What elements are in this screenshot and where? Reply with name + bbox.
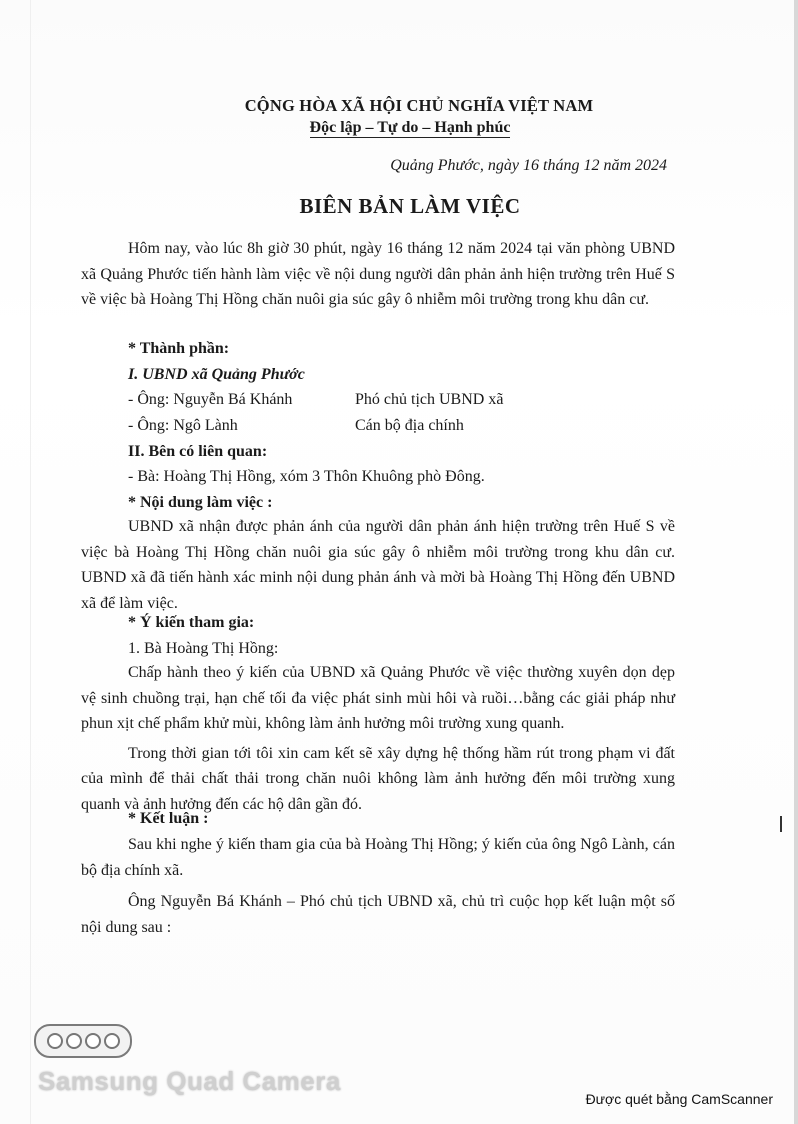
participant-name: - Ông: Nguyễn Bá Khánh bbox=[128, 391, 293, 408]
opinion-paragraph: Trong thời gian tới tôi xin cam kết sẽ xây dựng hệ thống hầm rút trong phạm vi đất của mình để thải chất thải trong chăn nuôi không làm ảnh hưởng đến môi trường xung quanh và ảnh hưởng đến các hộ dân gần đó. bbox=[81, 744, 675, 813]
opinion-paragraph-block bbox=[81, 660, 675, 817]
conclusion-paragraph: Ông Nguyễn Bá Khánh – Phó chủ tịch UBND xã, chủ trì cuộc họp kết luận một số nội dung sau : bbox=[81, 893, 675, 936]
conclusion-heading: * Kết luận : bbox=[128, 810, 209, 827]
participant-role: Phó chủ tịch UBND xã bbox=[355, 391, 504, 408]
participant-name: - Ông: Ngô Lành bbox=[128, 417, 238, 434]
date-line: Quảng Phước, ngày 16 tháng 12 năm 2024 bbox=[390, 157, 667, 174]
group1-heading: I. UBND xã Quảng Phước bbox=[128, 366, 305, 383]
content-paragraph: UBND xã nhận được phản ánh của người dân phản ánh hiện trường trên Huế S về việc bà Hoàng Thị Hồng chăn nuôi gia súc gây ô nhiễm môi trường trong khu dân cư. UBND xã đã tiến hành xác minh nội dung phản ánh và mời bà Hoàng Thị Hồng đến UBND xã để làm việc. bbox=[81, 518, 675, 612]
intro-paragraph: Hôm nay, vào lúc 8h giờ 30 phút, ngày 16 tháng 12 năm 2024 tại văn phòng UBND xã Quảng Phước tiến hành làm việc về nội dung người dân phản ảnh hiện trường trên Huế S về việc bà Hoàng Thị Hồng chăn nuôi gia súc gây ô nhiễm môi trường trong khu dân cư. bbox=[81, 240, 675, 308]
opinion-subheading: 1. Bà Hoàng Thị Hồng: bbox=[128, 640, 279, 657]
motto-text: Độc lập – Tự do – Hạnh phúc bbox=[309, 119, 511, 136]
conclusion-paragraph-block bbox=[81, 832, 675, 940]
intro-paragraph-block bbox=[81, 236, 675, 313]
lens-icon bbox=[104, 1033, 120, 1049]
content-heading: * Nội dung làm việc : bbox=[128, 494, 273, 511]
related-party-line: - Bà: Hoàng Thị Hồng, xóm 3 Thôn Khuông phò Đông. bbox=[128, 468, 485, 485]
scan-fold-line bbox=[30, 0, 31, 1124]
opinion-paragraph: Chấp hành theo ý kiến của UBND xã Quảng Phước về việc thường xuyên dọn dẹp vệ sinh chuồng trại, hạn chế tối đa việc phát sinh mùi hôi và ruồi…bằng các giải pháp như phun xịt chế phẩm khử mùi, không làm ảnh hưởng môi trường xung quanh. bbox=[81, 664, 675, 732]
scanner-footer: Được quét bằng CamScanner bbox=[585, 1091, 773, 1107]
national-motto bbox=[0, 119, 798, 137]
conclusion-paragraph: Sau khi nghe ý kiến tham gia của bà Hoàng Thị Hồng; ý kiến của ông Ngô Lành, cán bộ địa chính xã. bbox=[81, 836, 675, 879]
camera-watermark: Samsung Quad Camera bbox=[38, 1066, 341, 1096]
margin-mark bbox=[780, 816, 782, 832]
lens-icon bbox=[85, 1033, 101, 1049]
document-title: BIÊN BẢN LÀM VIỆC bbox=[299, 194, 521, 218]
participants-heading: * Thành phần: bbox=[128, 340, 230, 357]
lens-icon bbox=[47, 1033, 63, 1049]
lens-icon bbox=[66, 1033, 82, 1049]
participant-role: Cán bộ địa chính bbox=[355, 417, 464, 434]
opinions-heading: * Ý kiến tham gia: bbox=[128, 614, 255, 631]
content-paragraph-block bbox=[81, 514, 675, 616]
national-title: CỘNG HÒA XÃ HỘI CHỦ NGHĨA VIỆT NAM bbox=[244, 96, 594, 115]
scan-page-edge bbox=[794, 0, 798, 1124]
camera-badge-icon bbox=[34, 1024, 132, 1058]
group2-heading: II. Bên có liên quan: bbox=[128, 443, 268, 460]
